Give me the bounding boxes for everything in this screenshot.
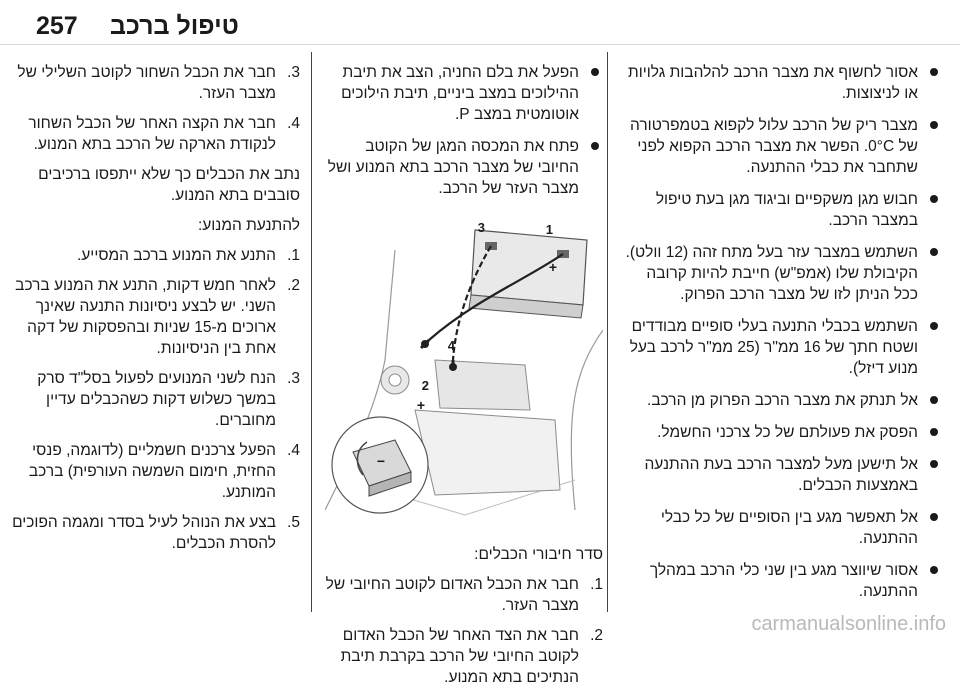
list-item: אסור לחשוף את מצבר הרכב להלהבות גלויות או לניצוצות. bbox=[622, 62, 942, 104]
callout-label: 4 bbox=[447, 338, 455, 353]
step-item bbox=[323, 574, 603, 616]
step-text: חבר את הכבל האדום לקוטב החיובי של מצבר העזר. bbox=[325, 576, 579, 614]
middle-column bbox=[323, 62, 603, 697]
start-engine-heading: להתנעת המנוע: bbox=[197, 217, 300, 234]
callout-label: 2 bbox=[421, 378, 429, 393]
jump-start-illustration bbox=[325, 210, 603, 530]
step-item bbox=[6, 113, 300, 155]
right-column bbox=[622, 62, 942, 613]
step-number: 3. bbox=[287, 370, 300, 387]
step-number: 2. bbox=[287, 277, 300, 294]
watermark-text: carmanualsonline.info bbox=[751, 613, 946, 635]
list-item: השתמש במצבר עזר בעל מתח זהה (12 וולט). הקיבולת שלו (אמפ"ש) חייבת להיות קרובה ככל הניתן לזו של מצבר הרכב הפרוק. bbox=[622, 242, 942, 305]
page-number: 257 bbox=[36, 12, 78, 40]
left-column bbox=[6, 62, 300, 563]
minus-sign: − bbox=[376, 453, 385, 469]
step-item bbox=[6, 512, 300, 554]
connection-order-heading: סדר חיבורי הכבלים: bbox=[474, 546, 603, 563]
callout-label: 3 bbox=[477, 220, 485, 235]
step-text: חבר את הקצה האחר של הכבל השחור לנקודת הארקה של הרכב בתא המנוע. bbox=[28, 115, 276, 153]
list-item: הפעל את בלם החניה, הצב את תיבת ההילוכים במצב ביניים, תיבת הילוכים אוטומטית במצב P. bbox=[323, 62, 603, 125]
list-item: אסור שיווצר מגע בין שני כלי הרכב במהלך ההתנעה. bbox=[622, 560, 942, 602]
preparation-list bbox=[323, 62, 603, 199]
step-text: בצע את הנוהל לעיל בסדר ומגמה הפוכים להסרת הכבלים. bbox=[12, 514, 276, 552]
plus-sign: + bbox=[548, 259, 557, 275]
step-text: הנח לשני המנועים לפעול בסל"ד סרק במשך כשלוש דקות כשהכבלים עדיין מחוברים. bbox=[37, 370, 276, 429]
step-text: לאחר חמש דקות, התנע את המנוע ברכב השני. יש לבצע ניסיונות התנעה שאינך ארוכים מ-15 שניות ובהפסקות של דקה אחת בין הניסיונות. bbox=[15, 277, 276, 357]
list-item: הפסק את פעולתם של כל צרכני החשמל. bbox=[622, 422, 942, 443]
step-item bbox=[323, 625, 603, 688]
list-item: אל תישען מעל למצבר הרכב בעת ההתנעה באמצעות הכבלים. bbox=[622, 454, 942, 496]
list-item: אל תנתק את מצבר הרכב הפרוק מן הרכב. bbox=[622, 390, 942, 411]
step-number: 4. bbox=[287, 442, 300, 459]
list-item: השתמש בכבלי התנעה בעלי סופיים מבודדים ושטח חתך של 16 ממ"ר (25 ממ"ר לרכב בעל מנוע דיזל). bbox=[622, 316, 942, 379]
step-text: חבר את הכבל השחור לקוטב השלילי של מצבר העזר. bbox=[17, 64, 276, 102]
section-title: טיפול ברכב bbox=[110, 12, 239, 40]
connection-steps-continued bbox=[6, 62, 300, 155]
callout-label: 1 bbox=[545, 222, 553, 237]
step-item bbox=[6, 440, 300, 503]
routing-note: נתב את הכבלים כך שלא ייתפסו ברכיבים סובבים בתא המנוע. bbox=[38, 166, 300, 204]
start-engine-steps bbox=[6, 245, 300, 554]
step-number: 5. bbox=[287, 514, 300, 531]
plus-sign: + bbox=[416, 397, 425, 413]
page-header bbox=[0, 0, 960, 45]
list-item: פתח את המכסה המגן של הקוטב החיובי של מצבר הרכב בתא המנוע ושל מצבר העזר של הרכב. bbox=[323, 136, 603, 199]
list-item: אל תאפשר מגע בין הסופיים של כל כבלי ההתנעה. bbox=[622, 507, 942, 549]
column-divider bbox=[607, 52, 608, 612]
connection-steps bbox=[323, 574, 603, 688]
step-number: 4. bbox=[287, 115, 300, 132]
step-number: 2. bbox=[590, 627, 603, 644]
step-text: התנע את המנוע ברכב המסייע. bbox=[76, 247, 276, 264]
engine-bay-drawing bbox=[325, 210, 603, 530]
step-item bbox=[6, 245, 300, 266]
step-number: 3. bbox=[287, 64, 300, 81]
warning-list bbox=[622, 62, 942, 602]
step-text: הפעל צרכנים חשמליים (לדוגמה, פנסי החזית, חימום השמשה העורפית) ברכב המותנע. bbox=[28, 442, 276, 501]
step-item bbox=[6, 62, 300, 104]
list-item: חבוש מגן משקפיים וביגוד מגן בעת טיפול במצבר הרכב. bbox=[622, 189, 942, 231]
step-number: 1. bbox=[590, 576, 603, 593]
list-item: מצבר ריק של הרכב עלול לקפוא בטמפרטורה של ‎0°C‎. הפשר את מצבר הרכב הקפוא לפני שתחבר את כבלי ההתנעה. bbox=[622, 115, 942, 178]
step-item bbox=[6, 368, 300, 431]
step-number: 1. bbox=[287, 247, 300, 264]
column-divider bbox=[311, 52, 312, 612]
step-item bbox=[6, 275, 300, 359]
step-text: חבר את הצד האחר של הכבל האדום לקוטב החיובי של הרכב בקרבת תיבת הנתיכים בתא המנוע. bbox=[340, 627, 579, 686]
